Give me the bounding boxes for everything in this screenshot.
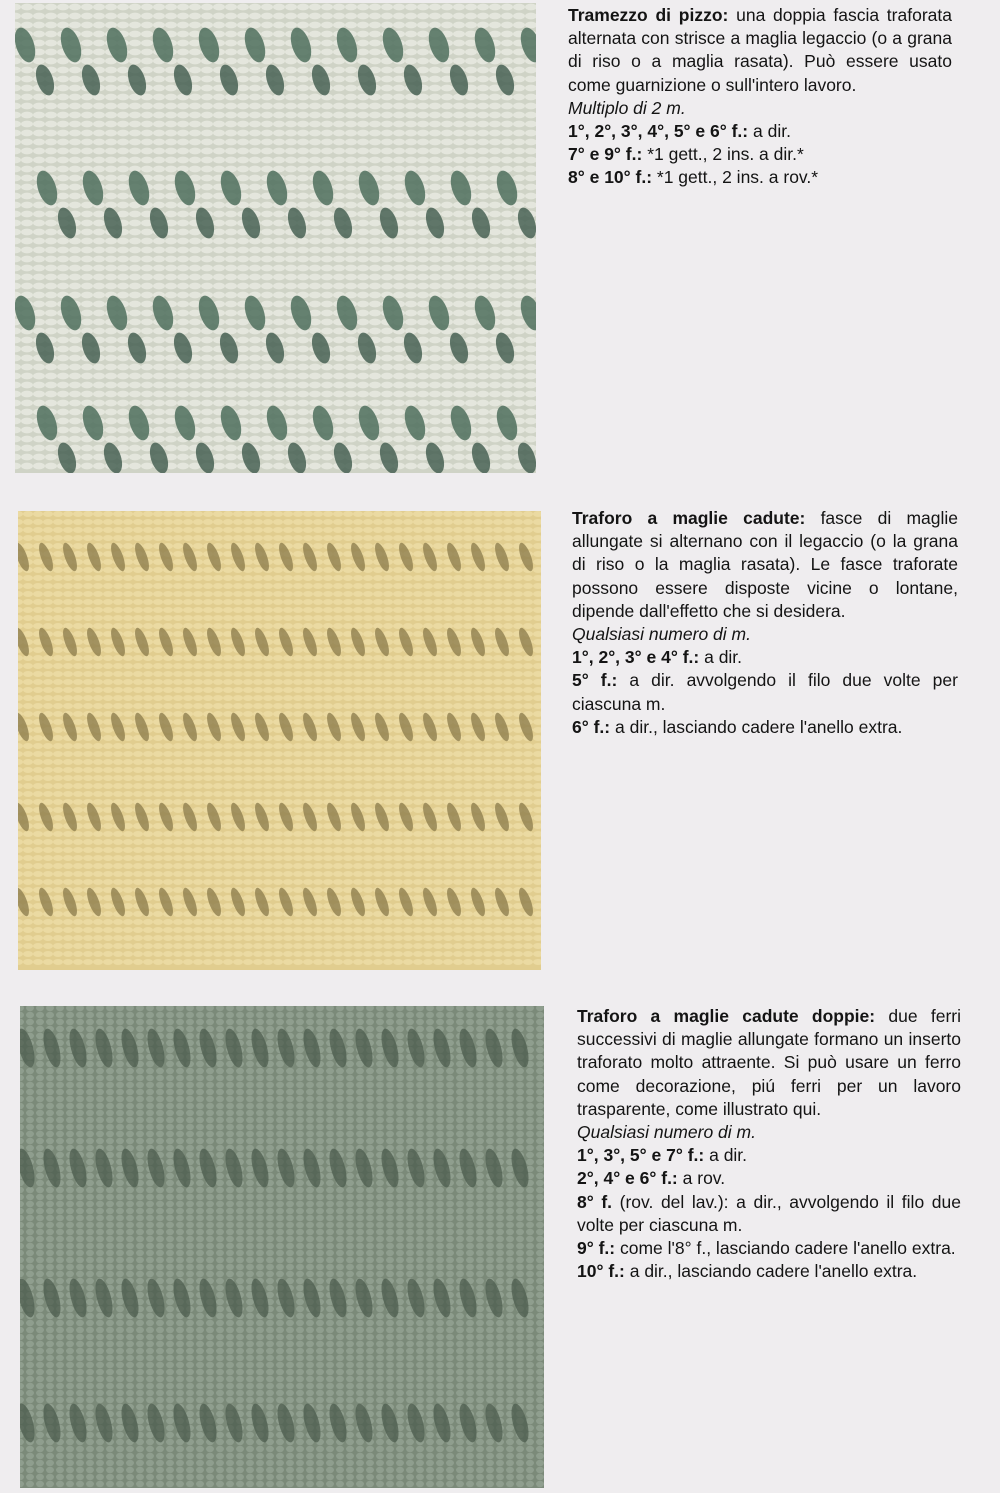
row-label: 2°, 4° e 6° f.: bbox=[577, 1168, 678, 1189]
dropped-stitch-knit-photo bbox=[18, 511, 541, 970]
row-label: 7° e 9° f.: bbox=[568, 144, 643, 165]
row-instruction bbox=[572, 646, 958, 669]
stitch-description-double-dropped bbox=[577, 1005, 961, 1283]
stitch-multiple: Qualsiasi numero di m. bbox=[572, 624, 751, 645]
row-label: 1°, 2°, 3°, 4°, 5° e 6° f.: bbox=[568, 121, 749, 142]
double-dropped-stitch-swatch-image bbox=[20, 1006, 544, 1488]
row-instruction bbox=[577, 1191, 961, 1237]
row-text: a dir., lasciando cadere l'anello extra. bbox=[615, 716, 903, 737]
row-label: 5° f.: bbox=[572, 670, 618, 691]
row-text: (rov. del lav.): a dir., avvolgendo il filo due volte per ciascuna m. bbox=[577, 1191, 961, 1235]
lace-swatch-image bbox=[15, 3, 536, 473]
row-instruction bbox=[568, 166, 952, 189]
row-text: come l'8° f., lasciando cadere l'anello extra. bbox=[620, 1238, 956, 1259]
row-instruction bbox=[577, 1237, 961, 1260]
row-instruction bbox=[577, 1167, 961, 1190]
stitch-description: fasce di maglie allungate si alternano con il legaccio (o la grana di riso o la maglia rasata). Le fasce traforate possono essere disposte vicine o lontane, dipende dall'effetto che si desidera. bbox=[572, 508, 958, 621]
row-instruction bbox=[577, 1144, 961, 1167]
row-label: 8° e 10° f.: bbox=[568, 167, 653, 188]
stitch-title: Traforo a maglie cadute: bbox=[572, 508, 806, 528]
row-text: a dir. bbox=[753, 121, 791, 142]
row-label: 1°, 3°, 5° e 7° f.: bbox=[577, 1145, 705, 1166]
description-paragraph bbox=[572, 507, 958, 623]
description-paragraph bbox=[577, 1005, 961, 1121]
stitch-description: una doppia fascia traforata alternata con strisce a maglia legaccio (o a grana di riso o a maglia rasata). Può essere usato come guarnizione o sull'intero lavoro. bbox=[568, 5, 952, 95]
stitch-description-dropped bbox=[572, 507, 958, 739]
row-instruction bbox=[568, 120, 952, 143]
lace-knit-photo bbox=[15, 3, 536, 473]
stitch-description-lace bbox=[568, 4, 952, 190]
row-label: 1°, 2°, 3° e 4° f.: bbox=[572, 647, 700, 668]
stitch-description: due ferri successivi di maglie allungate formano un inserto traforato molto attraente. Si può usare un ferro come decorazione, piú ferri per un lavoro trasparente, come illustrato qui. bbox=[577, 1006, 961, 1119]
row-text: a dir., lasciando cadere l'anello extra. bbox=[629, 1261, 918, 1282]
dropped-stitch-swatch-image bbox=[18, 511, 541, 970]
stitch-title: Traforo a maglie cadute doppie: bbox=[577, 1006, 876, 1026]
row-label: 6° f.: bbox=[572, 716, 611, 737]
row-text: a dir. bbox=[704, 647, 743, 668]
row-text: a dir. bbox=[709, 1145, 748, 1166]
row-text: *1 gett., 2 ins. a rov.* bbox=[656, 167, 819, 188]
row-label: 9° f.: bbox=[577, 1238, 616, 1259]
row-instruction bbox=[572, 716, 958, 739]
row-instruction bbox=[577, 1260, 961, 1283]
row-text: a dir. avvolgendo il filo due volte per ciascuna m. bbox=[572, 670, 958, 714]
row-label: 10° f.: bbox=[577, 1261, 625, 1282]
row-text: a rov. bbox=[682, 1168, 726, 1189]
stitch-multiple: Qualsiasi numero di m. bbox=[577, 1122, 756, 1143]
row-instruction bbox=[572, 669, 958, 715]
stitch-multiple: Multiplo di 2 m. bbox=[568, 97, 686, 118]
double-dropped-stitch-knit-photo bbox=[20, 1006, 544, 1488]
stitch-title: Tramezzo di pizzo: bbox=[568, 5, 729, 25]
description-paragraph bbox=[568, 4, 952, 97]
row-label: 8° f. bbox=[577, 1191, 613, 1212]
row-instruction bbox=[568, 143, 952, 166]
row-text: *1 gett., 2 ins. a dir.* bbox=[647, 144, 804, 165]
